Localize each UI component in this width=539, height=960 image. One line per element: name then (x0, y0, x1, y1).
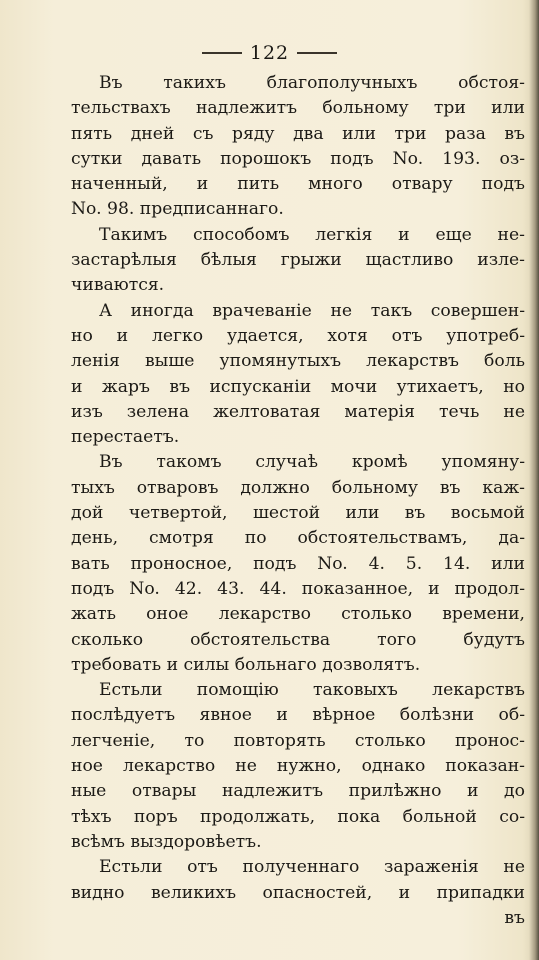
text-line: ные отвары надлежитъ прилѣжно и до (71, 781, 525, 802)
header-rule-right (297, 52, 337, 54)
paragraph (71, 299, 525, 451)
text-line: перестаетъ. (71, 427, 180, 448)
text-line: требовать и силы больнаго дозволятъ. (71, 654, 421, 675)
text-line: легченіе, то повторять столько пронос- (71, 730, 525, 751)
page-header (0, 40, 539, 66)
text-line: ное лекарство не нужно, однако показан- (71, 756, 525, 777)
text-line: наченный, и пить много отвару подъ (71, 174, 525, 195)
text-line: подъ No. 42. 43. 44. показанное, и продол- (71, 578, 525, 599)
text-line: и жаръ въ испусканіи мочи утихаетъ, но (71, 376, 525, 397)
text-line: день, смотря по обстоятельствамъ, да- (71, 528, 525, 549)
paragraph (71, 71, 525, 223)
text-line: послѣдуетъ явное и вѣрное болѣзни об- (71, 705, 525, 726)
text-line: но и легко удается, хотя отъ употреб- (71, 325, 525, 346)
text-line: Въ такихъ благополучныхъ обстоя- (99, 73, 525, 93)
paragraph (71, 223, 525, 299)
text-line: видно великихъ опасностей, и припадки (71, 882, 525, 903)
text-line: Естьли отъ полученнаго зараженія не (99, 857, 525, 878)
text-line: Естьли помощію таковыхъ лекарствъ (99, 680, 525, 701)
text-line: тыхъ отваровъ должно больному въ каж- (71, 477, 525, 498)
text-line: No. 98. предписаннаго. (71, 199, 284, 220)
text-line: пять дней съ ряду два или три раза въ (71, 123, 525, 144)
text-line: А иногда врачеваніе не такъ совершен- (99, 300, 525, 321)
text-line: сколько обстоятельства того будутъ (71, 629, 525, 650)
text-line: всѣмъ выздоровѣетъ. (71, 831, 262, 852)
text-line: вать проносное, подъ No. 4. 5. 14. или (71, 553, 525, 574)
body-text (71, 71, 525, 931)
page-edge-shadow (529, 0, 539, 960)
text-line: тельствахъ надлежитъ больному три или (71, 98, 525, 119)
header-rule-left (202, 52, 242, 54)
text-line: застарѣлыя бѣлыя грыжи щастливо изле- (71, 250, 525, 271)
text-line: дой четвертой, шестой или въ восьмой (71, 503, 525, 524)
paragraph (71, 678, 525, 855)
text-line: чиваются. (71, 275, 165, 296)
text-line: сутки давать порошокъ подъ No. 193. оз- (71, 148, 525, 169)
paragraph (71, 450, 525, 678)
text-line: Въ такомъ случаѣ кромѣ упомяну- (99, 452, 525, 473)
text-line: тѣхъ поръ продолжать, пока больной со- (71, 806, 525, 827)
text-line: жать оное лекарство столько времени, (71, 604, 525, 625)
text-line: изъ зелена желтоватая матерія течь не (71, 401, 525, 422)
page-number: 122 (249, 42, 290, 64)
paragraph (71, 855, 525, 906)
text-line: Такимъ способомъ легкія и еще не- (99, 224, 525, 245)
catchword: въ (504, 907, 525, 928)
text-line: ленія выше упомянутыхъ лекарствъ боль (71, 351, 525, 372)
